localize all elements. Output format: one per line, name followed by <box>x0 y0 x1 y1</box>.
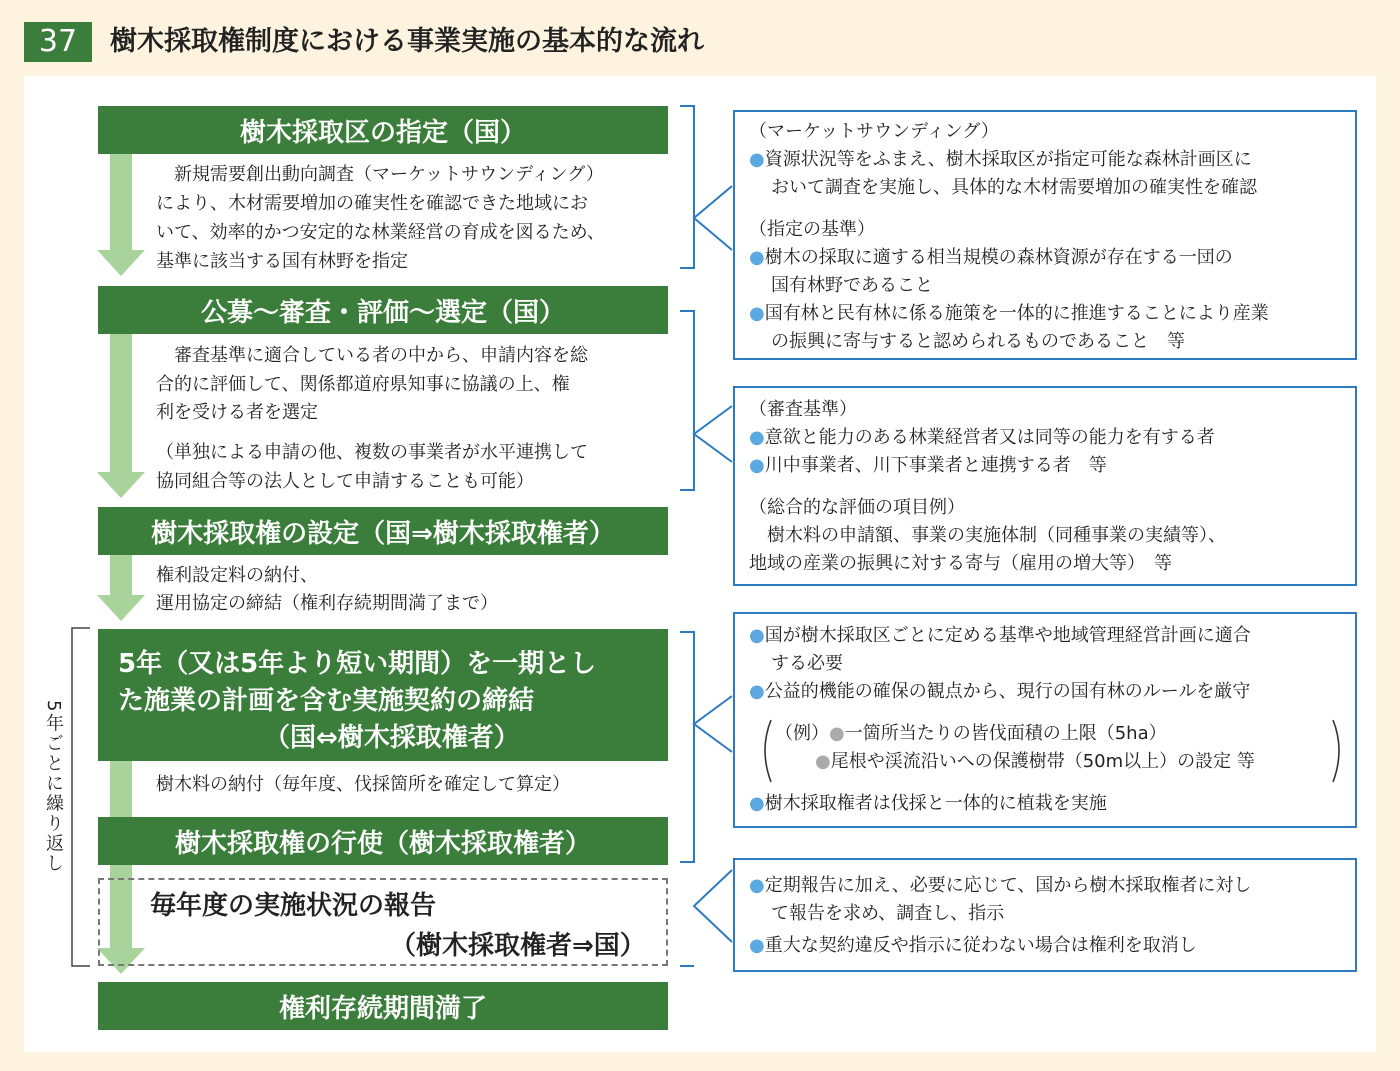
step-designation-label: 樹木採取区の指定（国） <box>239 117 526 148</box>
bullet-icon: ● <box>749 935 765 956</box>
flow-arrow-4 <box>110 760 132 818</box>
step-selection <box>98 286 668 334</box>
info2-eval-text-2: 地域の産業の振興に対する寄与（雇用の増大等） 等 <box>749 553 1172 574</box>
step-designation <box>98 106 668 154</box>
info2-eval-text-1: 樹木料の申請額、事業の実施体制（同種事業の実績等）、 <box>749 525 1226 546</box>
step-contract-desc: 樹木料の納付（毎年度、伐採箇所を確定して算定） <box>156 774 570 795</box>
step-selection-note-1: （単独による申請の他、複数の事業者が水平連携して <box>156 442 588 463</box>
step-designation-desc-1: 新規需要創出動向調査（マーケットサウンディング） <box>156 164 604 185</box>
step-selection-label: 公募～審査・評価～選定（国） <box>200 297 565 328</box>
info4-bullet-1-cont: て報告を求め、調査し、指示 <box>771 903 1005 924</box>
info1-bullet-2-cont: 国有林野であること <box>771 275 933 296</box>
flow-arrow-3 <box>110 553 132 597</box>
step-contract-line-2: た施業の計画を含む実施契約の締結 <box>118 686 535 716</box>
repeat-label: 5年ごとに繰り返し <box>43 700 64 874</box>
bullet-icon: ● <box>749 303 765 324</box>
step-selection-desc-1: 審査基準に適合している者の中から、申請内容を総 <box>156 345 588 366</box>
flow-arrow-2 <box>110 332 132 474</box>
info3-bullet-1: ●国が樹木採取区ごとに定める基準や地域管理経営計画に適合 <box>749 625 1251 646</box>
step-expiry <box>98 982 668 1030</box>
info2-heading-evaluation: （総合的な評価の項目例） <box>749 497 965 518</box>
bullet-icon: ● <box>749 875 765 896</box>
gray-bullet-icon: ● <box>815 751 831 772</box>
info-box-review-criteria <box>733 386 1357 586</box>
info4-bullet-2: ●重大な契約違反や指示に従わない場合は権利を取消し <box>749 935 1197 956</box>
info3-example-1: （例）●一箇所当たりの皆伐面積の上限（5ha） <box>775 723 1167 744</box>
info-box-sounding-criteria <box>733 110 1357 360</box>
bullet-icon: ● <box>749 681 765 702</box>
step-exercise-label: 樹木採取権の行使（樹木採取権者） <box>174 828 591 859</box>
report-subtitle: （樹木採取権者⇒国） <box>390 931 646 961</box>
info1-bullet-1: ●資源状況等をふまえ、樹木採取区が指定可能な森林計画区に <box>749 149 1252 170</box>
bullet-icon: ● <box>749 427 765 448</box>
figure-number-badge: 37 <box>24 22 92 62</box>
bullet-icon: ● <box>749 247 765 268</box>
step-selection-desc-3: 利を受ける者を選定 <box>156 402 318 423</box>
step-exercise <box>98 817 668 865</box>
flow-arrow-head-2 <box>97 472 145 498</box>
repeat-bracket <box>66 626 96 968</box>
info-box-reporting <box>733 858 1357 972</box>
info1-bullet-2: ●樹木の採取に適する相当規模の森林資源が存在する一団の <box>749 247 1233 268</box>
info1-bullet-3: ●国有林と民有林に係る施策を一体的に推進することにより産業 <box>749 303 1269 324</box>
flow-arrow-1 <box>110 152 132 252</box>
info3-bullet-1-cont: する必要 <box>771 653 843 674</box>
step-right-setting-desc-2: 運用協定の締結（権利存続期間満了まで） <box>156 593 498 614</box>
info2-bullet-1: ●意欲と能力のある林業経営者又は同等の能力を有する者 <box>749 427 1215 448</box>
flow-arrow-head-1 <box>97 250 145 276</box>
info2-heading-review: （審査基準） <box>749 399 857 420</box>
step-contract <box>98 629 668 761</box>
info1-bullet-3-cont: の振興に寄与すると認められるものであること 等 <box>771 331 1185 352</box>
info1-heading-criteria: （指定の基準） <box>749 219 875 240</box>
step-selection-note-2: 協同組合等の法人として申請することも可能） <box>156 471 534 492</box>
info2-bullet-2: ●川中事業者、川下事業者と連携する者 等 <box>749 455 1107 476</box>
bullet-icon: ● <box>749 793 765 814</box>
info3-bullet-2: ●公益的機能の確保の観点から、現行の国有林のルールを厳守 <box>749 681 1251 702</box>
bullet-icon: ● <box>749 149 765 170</box>
connector-brackets <box>670 100 740 980</box>
bullet-icon: ● <box>749 455 765 476</box>
step-expiry-label: 権利存続期間満了 <box>278 993 487 1024</box>
step-contract-line-1: 5年（又は5年より短い期間）を一期とし <box>118 649 597 679</box>
figure-title: 樹木採取権制度における事業実施の基本的な流れ <box>110 26 704 57</box>
info1-heading-sounding: （マーケットサウンディング） <box>749 121 999 142</box>
info-box-contract-rules <box>733 612 1357 828</box>
info3-example-2: ●尾根や渓流沿いへの保護樹帯（50m以上）の設定 等 <box>815 751 1255 772</box>
step-selection-desc-2: 合的に評価して、関係都道府県知事に協議の上、権 <box>156 374 570 395</box>
gray-bullet-icon: ● <box>829 723 845 744</box>
info3-bullet-3: ●樹木採取権者は伐採と一体的に植栽を実施 <box>749 793 1107 814</box>
info4-bullet-1: ●定期報告に加え、必要に応じて、国から樹木採取権者に対し <box>749 875 1252 896</box>
flow-arrow-head-3 <box>97 595 145 621</box>
step-designation-desc-4: 基準に該当する国有林野を指定 <box>156 251 408 272</box>
step-designation-desc-3: いて、効率的かつ安定的な林業経営の育成を図るため、 <box>156 222 605 243</box>
step-contract-line-3: （国⇔樹木採取権者） <box>264 723 520 753</box>
report-title: 毎年度の実施状況の報告 <box>150 891 437 921</box>
step-right-setting <box>98 507 668 555</box>
step-designation-desc-2: により、木材需要増加の確実性を確認できた地域にお <box>156 193 588 214</box>
step-right-setting-label: 樹木採取権の設定（国⇒樹木採取権者） <box>151 518 615 549</box>
info1-bullet-1-cont: おいて調査を実施し、具体的な木材需要増加の確実性を確認 <box>771 177 1257 198</box>
step-right-setting-desc-1: 権利設定料の納付、 <box>156 565 318 586</box>
bullet-icon: ● <box>749 625 765 646</box>
